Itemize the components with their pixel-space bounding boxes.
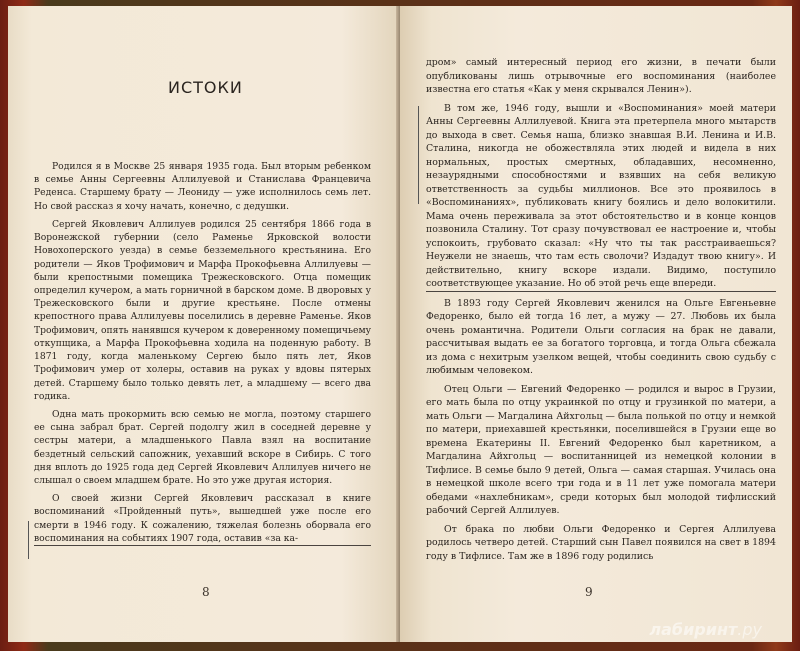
right-page-text [426,56,776,568]
paragraph: В 1893 году Сергей Яковлевич женился на Ольге Евгеньевне Федоренко, было ей тогда 16 лет, а мужу — 27. Любовь их была очень романтична. Родители Ольги согласия на брак не давали, рассчитывая выдать ее за богатого торговца, и тогда Ольга сбежала из дома с нехитрым узелком вещей, чтобы соединить свою судьбу с любимым человеком. [426,297,776,376]
watermark-store: лабиринт [649,620,738,639]
paragraph: Одна мать прокормить всю семью не могла, поэтому старшего ее сына забрал брат. Сергей подолгу жил в соседней деревне у сестры матери, а младшенького Павла взял на воспитание бездетный сельский сапожник, уехавший вскоре в Сибирь. С того дня вплоть до 1925 года дед Сергей Яковлевич Аллилуев ничего не слышал о своем младшем брате. Но это уже другая история. [34,408,371,487]
left-page-text [34,160,371,551]
watermark [649,620,762,639]
right-page [400,6,792,642]
watermark-domain: .ру [737,620,762,639]
page-number-right: 9 [585,585,593,599]
paragraph: Родился я в Москве 25 января 1935 года. Был вторым ребенком в семье Анны Сергеевны Аллилуевой и Станислава Францевича Реденса. Старшему брату — Леониду — уже исполнилось семь лет. Но свой рассказ я хочу начать, конечно, с дедушки. [34,161,371,212]
page-number-left: 8 [202,585,210,599]
paragraph: дром» самый интересный период его жизни, в печати были опубликованы лишь отрывочные его воспоминания (наиболее известна его статья «Как у меня скрывался Ленин»). [426,57,776,95]
left-page [8,6,400,642]
paragraph: Отец Ольги — Евгений Федоренко — родился и вырос в Грузии, его мать была по отцу украинкой по отцу и грузинкой по матери, а мать Ольги — Магдалина Айхгольц — была полькой по отцу и немкой по матери, приехавшей крестьянки, поселившейся в Грузии еще во времена Екатерины II. Евгений Федоренко был каретником, а Магдалина Айхгольц — воспитанницей из немецкой колонии в Тифлисе. В семье было 9 детей, Ольга — самая старшая. Училась она в немецкой школе всего три года и в 11 лет уже помогала матери обедами «нахлебникам», среди которых был молодой тифлисский рабочий Сергей Аллилуев. [426,383,776,516]
paragraph-underlined: В том же, 1946 году, вышли и «Воспоминания» моей матери Анны Сергеевны Аллилуевой. Книга эта претерпела много мытарств до выхода в свет. Семья наша, близко знавшая В.И. Ленина и И.В. Сталина, никогда не обожествляла этих людей и видела в них нормальных, простых смертных, обладавших, несомненно, незаурядными способностями и взявших на себя великую ответственность за судьбы миллионов. Все это проявилось в «Воспоминаниях», публиковать книгу боялись и дело волокитили. Мама очень переживала за этот обстоятельство и в конце концов позвонила Сталину. Тот сразу почувствовал ее настроение и, чтобы успокоить, грубовато сказал: «Ну что ты так расстраиваешься? Неужели не знаешь, что там есть сволочи? Издадут твою книгу». И действительно, книгу вскоре издали. Видимо, поступило соответствующее указание. Но об этой речь еще впереди. [426,102,776,292]
paragraph: От брака по любви Ольги Федоренко и Сергея Аллилуева родилось четверо детей. Старший сын Павел появился на свет в 1894 году в Тифлисе. Там же в 1896 году родились [426,523,776,562]
chapter-title: ИСТОКИ [168,78,243,97]
pencil-bracket-mark [418,106,419,204]
paragraph: Сергей Яковлевич Аллилуев родился 25 сентября 1866 года в Воронежской губернии (село Раменье Ярковской волости Новохоперского уезда) в семье безземельного крестьянина. Его родители — Яков Трофимович и Марфа Прокофьевна Аллилуевы — были крепостными помещика Трежесковского. Отца помещик определил кучером, а мать горничной в барском доме. В дворовых у Трежесковского были и другие крестьяне. После отмены крепостного права Аллилуевы поселились в деревне Раменье. Яков Трофимович, опять нанявшся кучером к доверенному помещичьему откупщика, а Марфа Прокофьевна ходила на поденную работу. В 1871 году, когда маленькому Сергею было пять лет, Яков Трофимович умер от холеры, оставив на руках у вдовы пятерых детей. Старшему было только девять лет, а младшему — всего два годика. [34,218,371,402]
paragraph-underlined: О своей жизни Сергей Яковлевич рассказал в книге воспоминаний «Пройденный путь», вышедшей уже после его смерти в 1946 году. К сожалению, тяжелая болезнь оборвала его воспоминания на событиях 1907 года, оставив «за ка- [34,492,371,546]
pencil-bracket-mark [28,521,29,559]
